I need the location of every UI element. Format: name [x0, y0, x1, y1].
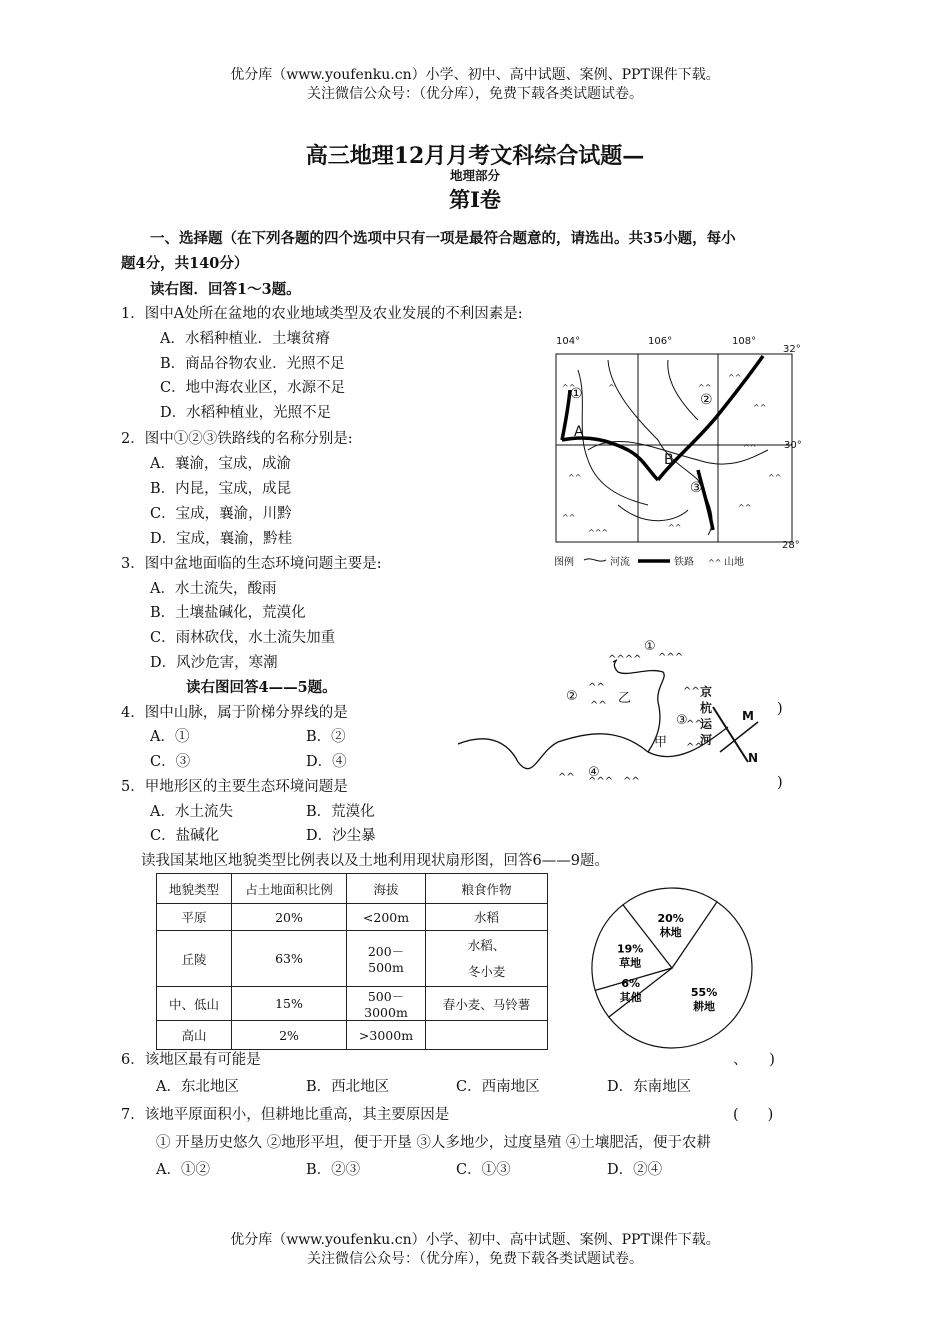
- latitude-label: 30°: [784, 440, 802, 451]
- mountain-marker-4: ④: [588, 765, 600, 780]
- svg-text:^^: ^^: [562, 513, 576, 522]
- q4-option-d[interactable]: D．④: [306, 754, 347, 770]
- longitude-label: 108°: [732, 336, 757, 347]
- section-instruction-2: 题4分，共140分）: [121, 255, 249, 272]
- svg-text:^^^^: ^^^^: [608, 654, 642, 665]
- legend-mountain: 山地: [724, 557, 744, 568]
- q4-stem: 4．图中山脉，属于阶梯分界线的是: [121, 705, 348, 721]
- svg-text:^^: ^^: [743, 443, 757, 452]
- table-cell: 平原: [157, 904, 232, 931]
- q7-option-d[interactable]: D．②④: [607, 1162, 663, 1178]
- q5-answer-paren: ): [777, 775, 783, 791]
- q4-option-b[interactable]: B．②: [306, 729, 346, 745]
- q7-stem: 7．该地平原面积小，但耕地比重高，其主要原因是: [121, 1107, 450, 1123]
- table-cell: 2%: [232, 1021, 347, 1050]
- svg-text:^^: ^^: [686, 742, 703, 753]
- railway-line: [698, 470, 713, 530]
- q1-option-b[interactable]: B．商品谷物农业．光照不足: [160, 356, 345, 372]
- svg-text:^^^: ^^^: [588, 528, 609, 537]
- q3-stem: 3．图中盆地面临的生态环境问题主要是:: [121, 556, 382, 572]
- region-yi-label: 乙: [618, 691, 632, 706]
- river-line: [618, 505, 688, 521]
- header-line-1: 优分库（www.youfenku.cn）小学、初中、高中试题、案例、PPT课件下载。: [230, 67, 720, 83]
- q4-answer-paren: ): [777, 701, 783, 717]
- table-header-row: [157, 874, 548, 904]
- q5-option-c[interactable]: C．盐碱化: [150, 828, 220, 844]
- svg-text:^^: ^^: [568, 473, 582, 482]
- table-header-cell: 占土地面积比例: [232, 874, 347, 904]
- table-row: [157, 987, 548, 1021]
- railway-marker-3: ③: [690, 480, 703, 496]
- legend-mountain-icon: ^^: [708, 558, 722, 567]
- svg-text:^^: ^^: [562, 383, 576, 392]
- q1-option-d[interactable]: D．水稻种植业，光照不足: [160, 405, 332, 421]
- point-a-label: A: [574, 424, 584, 440]
- longitude-label: 106°: [648, 336, 673, 347]
- point-b-label: B: [664, 452, 674, 468]
- region-jia-label: 甲: [654, 735, 668, 750]
- q2-option-b[interactable]: B．内昆，宝成，成昆: [150, 481, 292, 497]
- q7-option-a[interactable]: A．①②: [156, 1162, 210, 1178]
- q1-option-a[interactable]: A．水稻种植业．土壤贫瘠: [160, 331, 330, 347]
- q1-option-c[interactable]: C．地中海农业区，水源不足: [160, 380, 346, 396]
- q2-option-a[interactable]: A．襄渝，宝成，成渝: [150, 456, 291, 472]
- legend-rail: 铁路: [674, 557, 694, 568]
- pie-category-label: 其他: [619, 991, 642, 1005]
- pie-category-label: 耕地: [693, 1000, 716, 1014]
- railway-line: [658, 356, 763, 480]
- svg-text:^^: ^^: [753, 403, 767, 412]
- table-cell: 中、低山: [157, 987, 232, 1021]
- svg-text:^^: ^^: [668, 523, 682, 532]
- q7-factors: ① 开垦历史悠久 ②地形平坦，便于开垦 ③人多地少，过度垦殖 ④土壤肥活，便于农耕: [156, 1135, 711, 1151]
- q6-stem: 6．该地区最有可能是: [121, 1052, 261, 1068]
- q6-option-a[interactable]: A．东北地区: [156, 1079, 239, 1095]
- q2-option-c[interactable]: C．宝成，襄渝，川黔: [150, 506, 292, 522]
- pie-value-label: 19%: [616, 942, 644, 956]
- svg-text:^^: ^^: [623, 776, 640, 787]
- legend-river-icon: [584, 559, 606, 561]
- volume-title: 第Ⅰ卷: [449, 187, 501, 212]
- legend-river: 河流: [610, 557, 630, 568]
- svg-text:^^: ^^: [590, 700, 607, 711]
- canal-label-char: 杭: [700, 701, 713, 715]
- intro-q1-3: 读右图．回答1～3题。: [150, 281, 301, 298]
- svg-text:^^: ^^: [738, 503, 752, 512]
- legend-label: 图例: [554, 557, 574, 568]
- q3-option-d[interactable]: D．风沙危害，寒潮: [150, 655, 278, 671]
- table-cell: 63%: [232, 931, 347, 987]
- q3-option-c[interactable]: C．雨林砍伐，水土流失加重: [150, 630, 336, 646]
- pie-value-label: 55%: [690, 986, 718, 1000]
- q5-stem: 5．甲地形区的主要生态环境问题是: [121, 779, 348, 795]
- mountain-marker-2: ②: [566, 689, 578, 704]
- table-cell: 200－500m: [347, 931, 426, 987]
- table-header-cell: 海拔: [347, 874, 426, 904]
- svg-text:^^: ^^: [728, 373, 742, 382]
- boundary-line: [458, 734, 648, 769]
- q4-option-a[interactable]: A．①: [150, 729, 190, 745]
- svg-text:^^: ^^: [686, 719, 703, 730]
- footer-line-2: 关注微信公众号：（优分库），免费下载各类试题试卷。: [307, 1251, 643, 1267]
- river-line: [608, 360, 698, 480]
- footer-line-1: 优分库（www.youfenku.cn）小学、初中、高中试题、案例、PPT课件下载。: [230, 1232, 720, 1248]
- latitude-label: 32°: [783, 344, 801, 355]
- railway-marker-2: ②: [700, 392, 713, 408]
- q7-option-b[interactable]: B．②③: [306, 1162, 361, 1178]
- table-header-cell: 地貌类型: [157, 874, 232, 904]
- q2-stem: 2．图中①②③铁路线的名称分别是:: [121, 431, 353, 447]
- longitude-label: 104°: [556, 336, 581, 347]
- mountain-marker-3: ③: [676, 713, 688, 728]
- pie-category-label: 草地: [619, 956, 642, 970]
- canal-label-char: 河: [700, 733, 713, 747]
- svg-text:^^: ^^: [698, 383, 712, 392]
- header-line-2: 关注微信公众号：（优分库），免费下载各类试题试卷。: [307, 86, 643, 102]
- basin-map: [548, 330, 808, 572]
- svg-text:^^: ^^: [588, 682, 605, 693]
- table-row: [157, 1021, 548, 1050]
- q6-option-c[interactable]: C．西南地区: [456, 1079, 540, 1095]
- land-use-pie-chart: [582, 878, 762, 1058]
- table-cell: 20%: [232, 904, 347, 931]
- q7-answer-paren: ( ): [733, 1107, 774, 1123]
- q6-option-b[interactable]: B．西北地区: [306, 1079, 390, 1095]
- table-cell: 春小麦、马铃薯: [426, 987, 548, 1021]
- mountain-marker-1: ①: [644, 639, 656, 654]
- intro-q6-9: 读我国某地区地貌类型比例表以及土地利用现状扇形图，回答6——9题。: [141, 853, 609, 869]
- table-cell: <200m: [347, 904, 426, 931]
- table-cell: 高山: [157, 1021, 232, 1050]
- point-m-label: M: [742, 709, 754, 723]
- svg-text:^: ^: [608, 383, 615, 392]
- q1-stem: 1．图中A处所在盆地的农业地域类型及农业发展的不利因素是:: [121, 306, 523, 322]
- q6-answer-paren: 、 ): [733, 1052, 775, 1068]
- q5-option-a[interactable]: A．水土流失: [150, 804, 233, 820]
- point-n-label: N: [748, 751, 759, 765]
- table-cell: >3000m: [347, 1021, 426, 1050]
- table-cell: 水稻: [426, 904, 548, 931]
- svg-text:^^^: ^^^: [588, 776, 614, 787]
- q4-option-c[interactable]: C．③: [150, 754, 191, 770]
- doc-subtitle: 地理部分: [449, 168, 500, 183]
- pie-value-label: 6%: [621, 977, 641, 991]
- q6-option-d[interactable]: D．东南地区: [607, 1079, 692, 1095]
- svg-text:^^: ^^: [768, 473, 782, 482]
- table-cell: 500－3000m: [347, 987, 426, 1021]
- table-row: [157, 931, 548, 987]
- terrain-table: [156, 873, 548, 1050]
- table-header-cell: 粮食作物: [426, 874, 548, 904]
- canal-label-char: 京: [700, 685, 713, 699]
- doc-title: 高三地理12月月考文科综合试题—: [305, 143, 645, 169]
- svg-text:^^: ^^: [683, 686, 700, 697]
- svg-text:^^^: ^^^: [658, 652, 684, 663]
- table-row: [157, 904, 548, 931]
- q5-option-d[interactable]: D．沙尘暴: [306, 828, 376, 844]
- section-instruction-1: 一、选择题（在下列各题的四个选项中只有一项是最符合题意的，请选出。共35小题，每小: [150, 230, 736, 247]
- q2-option-d[interactable]: D．宝成，襄渝，黔桂: [150, 531, 293, 547]
- q3-option-b[interactable]: B．土壤盐碱化，荒漠化: [150, 605, 306, 621]
- river-line: [668, 360, 698, 420]
- table-cell-line: 水稻、: [467, 937, 506, 953]
- latitude-label: 28°: [782, 540, 800, 551]
- table-cell: [426, 931, 548, 987]
- pie-value-label: 20%: [657, 912, 684, 926]
- mountain-canal-map: [458, 632, 778, 800]
- q5-option-b[interactable]: B．荒漠化: [306, 804, 375, 820]
- q7-option-c[interactable]: C．①③: [456, 1162, 511, 1178]
- pie-category-label: 林地: [659, 926, 682, 940]
- canal-label-char: 运: [700, 717, 713, 731]
- table-cell: 15%: [232, 987, 347, 1021]
- railway-marker-1: ①: [570, 386, 583, 402]
- railway-line: [562, 390, 570, 440]
- table-cell: [426, 1021, 548, 1050]
- table-cell-line: 冬小麦: [467, 963, 506, 979]
- q3-option-a[interactable]: A．水土流失，酸雨: [150, 581, 277, 597]
- svg-text:^^: ^^: [558, 772, 575, 783]
- intro-q4-5: 读右图回答4——5题。: [186, 679, 337, 696]
- table-cell: 丘陵: [157, 931, 232, 987]
